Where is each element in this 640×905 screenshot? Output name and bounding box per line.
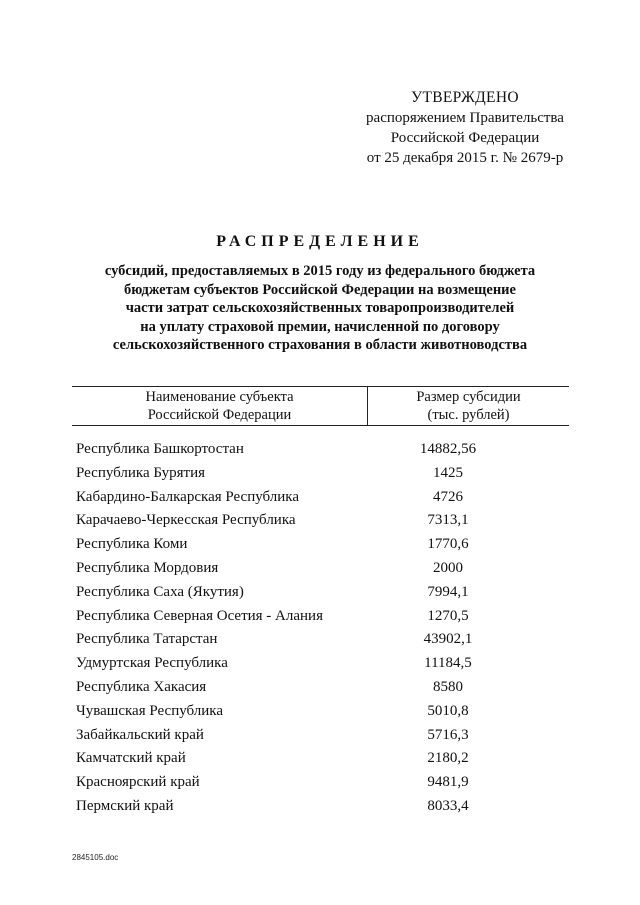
region-name: Забайкальский край	[76, 726, 204, 743]
table-row	[76, 676, 576, 700]
column-header-subsidy	[368, 388, 569, 424]
subtitle-line: бюджетам субъектов Российской Федерации на возмещение	[124, 281, 516, 298]
subsidy-value: 4726	[433, 488, 463, 505]
document-title: РАСПРЕДЕЛЕНИЕ	[216, 233, 424, 250]
subsidy-value: 14882,56	[419, 441, 477, 457]
document-subtitle	[60, 262, 580, 355]
table-row	[76, 605, 576, 629]
table-body	[76, 438, 576, 819]
region-name: Карачаево-Черкесская Республика	[76, 512, 296, 529]
table-row	[76, 533, 576, 557]
region-name: Республика Татарстан	[76, 631, 218, 648]
table-row	[76, 724, 576, 748]
table-row	[76, 581, 576, 605]
region-name: Республика Коми	[76, 536, 188, 553]
subtitle-line: на уплату страховой премии, начисленной по договору	[140, 318, 500, 335]
column-header-subsidy-line-1: Размер субсидии	[416, 389, 521, 405]
approval-line-2: Российской Федерации	[390, 130, 540, 146]
table-row	[76, 438, 576, 462]
table-row	[76, 652, 576, 676]
subsidy-value: 43902,1	[423, 631, 473, 648]
table-row	[76, 509, 576, 533]
subtitle-line: субсидий, предоставляемых в 2015 году из федерального бюджета	[104, 263, 536, 279]
table-row	[76, 700, 576, 724]
column-header-region-line-1: Наименование субъекта	[145, 389, 294, 405]
approval-line-3: от 25 декабря 2015 г. № 2679-р	[366, 150, 564, 166]
region-name: Пермский край	[76, 797, 174, 814]
region-name: Республика Бурятия	[76, 464, 206, 481]
column-header-region-line-2: Российской Федерации	[147, 407, 292, 423]
subtitle-line: сельскохозяйственного страхования в области животноводства	[112, 337, 528, 353]
footer-filename: 2845105.doc	[72, 853, 119, 862]
approval-line-1: распоряжением Правительства	[366, 110, 564, 126]
region-name: Удмуртская Республика	[76, 655, 228, 672]
region-name: Республика Мордовия	[76, 559, 219, 576]
table-row	[76, 557, 576, 581]
subsidy-value: 7994,1	[427, 583, 469, 600]
table-row	[76, 486, 576, 510]
column-header-subsidy-line-2: (тыс. рублей)	[427, 407, 510, 423]
region-name: Чувашская Республика	[76, 702, 224, 719]
subsidy-value: 2180,2	[427, 750, 469, 767]
table-row	[76, 747, 576, 771]
subsidy-value: 5716,3	[427, 726, 469, 743]
subsidy-value: 11184,5	[424, 655, 472, 672]
table-row	[76, 628, 576, 652]
subtitle-line: части затрат сельскохозяйственных товаропроизводителей	[125, 300, 515, 316]
subsidy-value: 8033,4	[427, 797, 469, 814]
subsidy-value: 5010,8	[427, 702, 469, 719]
subsidy-value: 1770,6	[427, 536, 469, 553]
approval-title: УТВЕРЖДЕНО	[411, 89, 519, 106]
region-name: Красноярский край	[76, 774, 200, 791]
column-header-region	[72, 388, 367, 424]
region-name: Республика Башкортостан	[76, 441, 244, 457]
table-header	[72, 386, 569, 426]
subsidy-value: 7313,1	[427, 512, 469, 529]
region-name: Республика Северная Осетия - Алания	[76, 607, 323, 624]
subsidy-value: 8580	[433, 678, 463, 695]
subsidy-value: 9481,9	[427, 774, 469, 791]
approval-block	[340, 88, 590, 168]
table-row	[76, 771, 576, 795]
region-name: Республика Хакасия	[76, 678, 207, 695]
region-name: Кабардино-Балкарская Республика	[76, 488, 300, 505]
region-name: Республика Саха (Якутия)	[76, 583, 244, 600]
subsidy-value: 2000	[433, 559, 463, 576]
subsidy-value: 1425	[433, 464, 463, 481]
subsidy-value: 1270,5	[427, 607, 469, 624]
table-row	[76, 462, 576, 486]
table-row	[76, 795, 576, 819]
region-name: Камчатский край	[76, 750, 186, 767]
